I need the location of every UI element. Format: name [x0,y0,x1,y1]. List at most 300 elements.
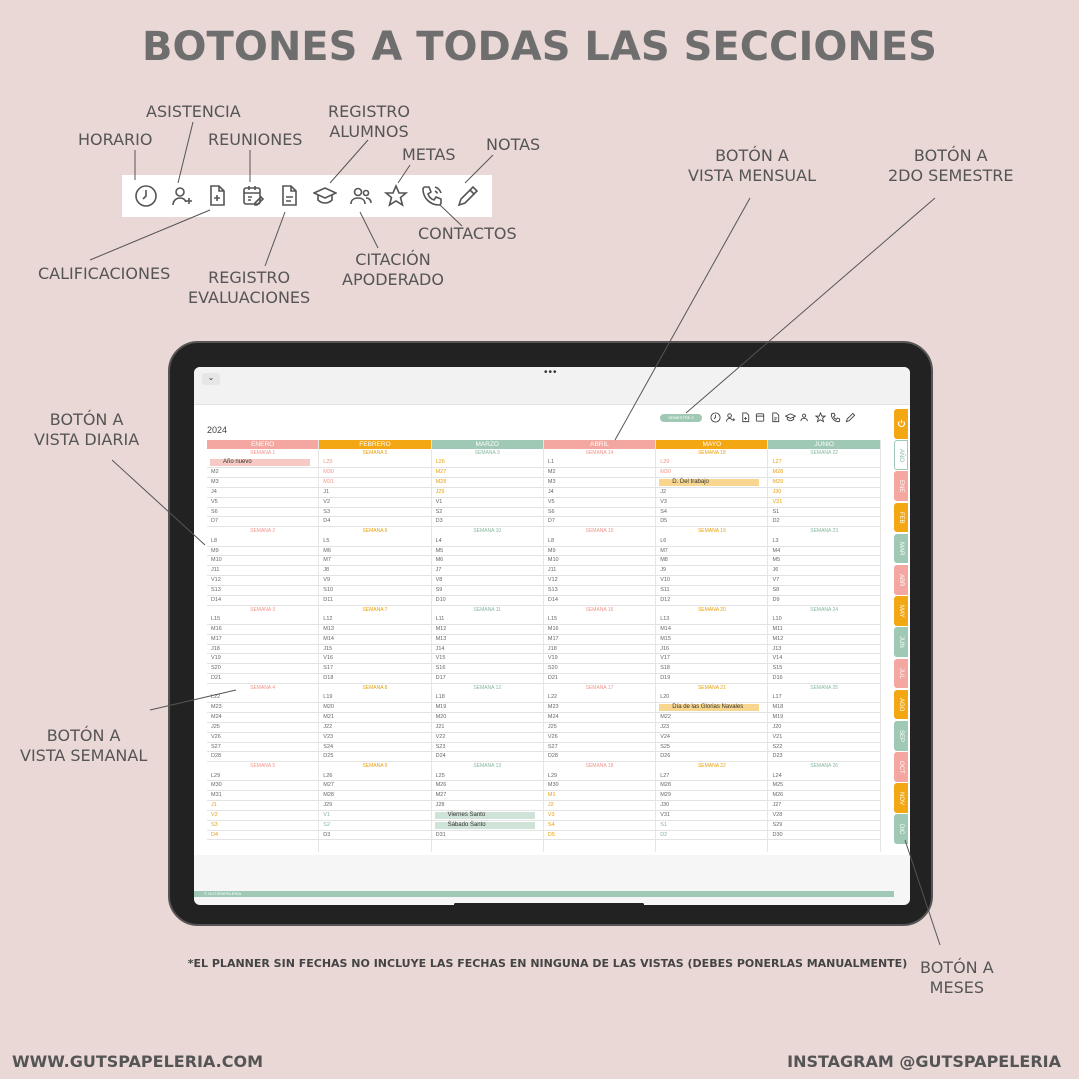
day-row[interactable] [432,811,543,821]
day-row[interactable]: M31 [319,478,430,488]
day-row[interactable]: V26 [544,733,655,743]
week-label[interactable]: SEMANA 11 [473,606,501,613]
event-label: Día de las Glorias Navales [659,704,759,711]
day-row[interactable]: M30 [544,781,655,791]
day-row[interactable]: M12 [768,635,879,645]
day-row[interactable]: M27 [432,468,543,478]
month-tab-abr[interactable]: ABR [894,565,908,595]
day-row[interactable]: S6 [544,508,655,518]
day-row[interactable]: S25 [656,743,767,753]
day-row[interactable]: L8 [544,537,655,547]
day-row[interactable]: J7 [432,566,543,576]
day-row[interactable]: S13 [207,586,318,596]
day-row[interactable]: M10 [207,556,318,566]
week-label[interactable]: SEMANA 18 [697,450,726,456]
day-row[interactable]: J16 [656,645,767,655]
day-row[interactable]: L29 [319,458,430,468]
day-row[interactable]: V2 [207,811,318,821]
week-label[interactable]: SEMANA 13 [473,763,502,770]
day-row[interactable]: D7 [207,517,318,527]
day-row[interactable]: V31 [656,811,767,821]
day-row[interactable]: V26 [207,733,318,743]
day-row[interactable]: M25 [768,781,879,791]
day-row[interactable]: M2 [207,468,318,478]
day-row[interactable]: S27 [544,743,655,753]
day-row[interactable]: S18 [656,664,767,674]
day-row[interactable]: L25 [432,772,543,782]
calendar-edit-icon[interactable] [754,411,767,424]
label-citacion-apoderado: CITACIÓN APODERADO [342,250,444,289]
day-row[interactable]: L10 [768,615,879,625]
day-row[interactable]: V21 [768,733,879,743]
day-row[interactable]: S10 [319,586,430,596]
user-plus-icon[interactable] [724,411,737,424]
day-row[interactable]: M6 [319,547,430,557]
week-label[interactable]: SEMANA 6 [362,528,388,535]
label-registro-alumnos: REGISTRO ALUMNOS [328,102,410,141]
day-row[interactable]: V2 [319,498,430,508]
day-row[interactable]: M14 [319,635,430,645]
day-row[interactable]: D21 [544,674,655,684]
day-row[interactable]: L15 [544,615,655,625]
chevron-down-icon[interactable]: ⌄ [202,373,220,385]
calendar-edit-icon[interactable] [240,183,266,209]
day-row[interactable]: J13 [768,645,879,655]
week-label[interactable]: SEMANA 19 [697,528,726,535]
planner-toolbar [709,411,857,424]
day-row[interactable]: M13 [432,635,543,645]
day-row[interactable]: M28 [768,468,879,478]
file-plus-icon[interactable] [739,411,752,424]
day-row[interactable]: V22 [432,733,543,743]
day-row[interactable]: L22 [207,693,318,703]
day-row[interactable]: S20 [207,664,318,674]
day-row[interactable]: S3 [207,821,318,831]
day-row[interactable]: D23 [768,752,879,762]
month-tab-oct[interactable]: OCT [894,752,908,782]
day-row[interactable]: J29 [319,801,430,811]
day-row[interactable]: L4 [432,537,543,547]
day-row[interactable]: M7 [319,556,430,566]
week-label[interactable]: SEMANA 9 [362,763,388,770]
day-row[interactable]: J25 [544,723,655,733]
day-row[interactable]: D17 [432,674,543,684]
day-row[interactable]: M7 [656,547,767,557]
clock-icon[interactable] [133,183,159,209]
day-row[interactable]: M17 [544,635,655,645]
month-tab-ago[interactable]: AGO [894,690,908,720]
day-row[interactable]: V1 [319,811,430,821]
day-row[interactable]: M2 [544,468,655,478]
label-notas: NOTAS [486,135,541,154]
day-row[interactable]: D5 [656,517,767,527]
day-row[interactable]: V28 [768,811,879,821]
day-row[interactable]: V17 [656,654,767,664]
users-icon[interactable] [799,411,812,424]
phone-icon[interactable] [419,183,445,209]
day-row[interactable] [432,821,543,831]
day-row[interactable]: M8 [656,556,767,566]
month-header[interactable]: JUNIO [768,440,879,449]
day-row[interactable]: J30 [656,801,767,811]
day-row[interactable]: M23 [207,703,318,713]
day-row[interactable]: V7 [768,576,879,586]
day-row[interactable]: D12 [656,596,767,606]
day-row[interactable]: J23 [656,723,767,733]
day-row[interactable]: J27 [768,801,879,811]
day-row[interactable]: D19 [656,674,767,684]
day-row[interactable]: S23 [432,743,543,753]
week-label[interactable]: SEMANA 9 [474,450,500,456]
day-row[interactable]: L22 [544,693,655,703]
day-row[interactable]: M20 [319,703,430,713]
event-label: Viernes Santo [435,812,535,819]
pencil-icon[interactable] [844,411,857,424]
day-row[interactable] [656,478,767,488]
day-row[interactable]: M17 [207,635,318,645]
month-column-abril [544,440,656,852]
pencil-icon[interactable] [455,183,481,209]
day-row[interactable]: S4 [544,821,655,831]
week-label[interactable]: SEMANA 20 [697,606,726,613]
day-row[interactable]: M26 [432,781,543,791]
week-label[interactable]: SEMANA 10 [473,528,502,535]
week-label[interactable]: SEMANA 2 [250,528,276,535]
day-row[interactable]: J21 [432,723,543,733]
month-tab-ene[interactable]: ENE [894,471,908,501]
month-tab-feb[interactable]: FEB [894,503,908,533]
day-row[interactable]: D25 [319,752,430,762]
day-row[interactable]: D28 [207,752,318,762]
day-row[interactable]: M29 [768,478,879,488]
day-row[interactable]: M28 [656,781,767,791]
day-row[interactable]: J2 [656,488,767,498]
day-row[interactable]: J9 [656,566,767,576]
week-label[interactable]: SEMANA 22 [810,450,839,456]
month-tab-jul[interactable]: JUL [894,659,908,689]
month-tab-may[interactable]: MAY [894,596,908,626]
day-row[interactable]: M4 [768,547,879,557]
day-row[interactable]: S13 [544,586,655,596]
week-label[interactable]: SEMANA 3 [250,606,276,613]
day-row[interactable]: M21 [319,713,430,723]
day-row[interactable]: M9 [544,547,655,557]
day-row[interactable]: M22 [656,713,767,723]
day-row[interactable]: S2 [319,821,430,831]
day-row[interactable]: M11 [768,625,879,635]
week-label[interactable]: SEMANA 21 [697,684,726,691]
day-row[interactable]: S9 [432,586,543,596]
document-icon[interactable] [276,183,302,209]
label-reuniones: REUNIONES [208,130,303,149]
day-row[interactable]: L12 [319,615,430,625]
day-row[interactable]: S4 [656,508,767,518]
day-row[interactable]: J18 [207,645,318,655]
day-row[interactable]: S15 [768,664,879,674]
day-row[interactable]: L19 [319,693,430,703]
week-label[interactable]: SEMANA 16 [585,606,614,613]
day-row[interactable]: M31 [207,791,318,801]
month-header[interactable]: MAYO [656,440,767,449]
day-row[interactable]: V24 [656,733,767,743]
day-row[interactable]: L26 [432,458,543,468]
week-label[interactable]: SEMANA 26 [810,763,839,770]
document-icon[interactable] [769,411,782,424]
day-row[interactable]: M29 [656,791,767,801]
week-label[interactable]: SEMANA 4 [250,684,276,691]
day-row[interactable]: J2 [544,801,655,811]
day-row[interactable]: M3 [207,478,318,488]
day-row[interactable]: M19 [768,713,879,723]
week-label[interactable]: SEMANA 12 [473,684,502,691]
day-row[interactable]: M13 [319,625,430,635]
file-plus-icon[interactable] [204,183,230,209]
day-row[interactable]: L3 [768,537,879,547]
day-row[interactable]: J6 [768,566,879,576]
day-row[interactable]: L27 [768,458,879,468]
day-row[interactable]: M5 [432,547,543,557]
day-row[interactable]: S17 [319,664,430,674]
day-row[interactable]: V23 [319,733,430,743]
day-row[interactable]: M10 [544,556,655,566]
day-row[interactable]: M30 [656,468,767,478]
user-plus-icon[interactable] [169,183,195,209]
week-label[interactable]: SEMANA 5 [362,450,388,456]
day-row[interactable]: L6 [656,537,767,547]
graduation-cap-icon[interactable] [312,183,338,209]
day-row[interactable]: V12 [544,576,655,586]
day-row[interactable]: L11 [432,615,543,625]
tablet-device [168,341,933,926]
day-row[interactable]: S22 [768,743,879,753]
day-row[interactable]: M1 [544,791,655,801]
month-tab-mar[interactable]: MAR [894,534,908,564]
day-row[interactable]: S6 [207,508,318,518]
home-tab[interactable] [894,409,908,439]
week-label[interactable]: SEMANA 7 [362,606,388,613]
day-row[interactable]: D30 [768,831,879,841]
day-row[interactable]: J28 [432,801,543,811]
week-label[interactable]: SEMANA 22 [697,763,726,770]
week-label[interactable]: SEMANA 5 [250,763,276,770]
graduation-cap-icon[interactable] [784,411,797,424]
day-row[interactable]: S29 [768,821,879,831]
day-row[interactable]: L29 [207,772,318,782]
day-row[interactable]: M20 [432,713,543,723]
day-row[interactable]: L8 [207,537,318,547]
day-row[interactable]: L15 [207,615,318,625]
month-tab-año[interactable]: AÑO [894,440,908,470]
day-row[interactable]: S24 [319,743,430,753]
week-label[interactable]: SEMANA 14 [585,450,614,456]
more-dots-icon[interactable]: ••• [544,367,558,378]
day-row[interactable]: J4 [207,488,318,498]
day-row[interactable]: D2 [768,517,879,527]
day-row[interactable]: D2 [656,831,767,841]
users-icon[interactable] [348,183,374,209]
day-row[interactable]: S3 [319,508,430,518]
section-toolbar [122,175,492,217]
day-row[interactable]: D9 [768,596,879,606]
day-row[interactable]: D18 [319,674,430,684]
instagram-handle[interactable]: INSTAGRAM @GUTSPAPELERIA [787,1052,1061,1071]
day-row[interactable]: S27 [207,743,318,753]
day-row[interactable]: D28 [544,752,655,762]
day-row[interactable] [207,458,318,468]
label-vista-diaria: BOTÓN A VISTA DIARIA [34,410,140,449]
day-row[interactable]: V8 [432,576,543,586]
day-row[interactable]: M9 [207,547,318,557]
day-row[interactable] [656,703,767,713]
day-row[interactable]: V1 [432,498,543,508]
day-row[interactable]: S16 [432,664,543,674]
week-label[interactable]: SEMANA 18 [585,763,614,770]
day-row[interactable]: V9 [319,576,430,586]
day-row[interactable]: L5 [319,537,430,547]
day-row[interactable]: L1 [544,458,655,468]
day-row[interactable]: L20 [656,693,767,703]
week-label[interactable]: SEMANA 24 [810,606,839,613]
day-row[interactable]: M18 [768,703,879,713]
day-row[interactable]: D4 [207,831,318,841]
day-row[interactable]: J30 [768,488,879,498]
day-row[interactable]: J15 [319,645,430,655]
day-row[interactable]: V3 [656,498,767,508]
day-row[interactable]: L24 [768,772,879,782]
day-row[interactable]: V5 [544,498,655,508]
day-row[interactable]: S8 [768,586,879,596]
day-row[interactable]: L29 [656,458,767,468]
day-row[interactable]: S11 [656,586,767,596]
day-row[interactable]: M30 [319,468,430,478]
day-row[interactable]: S1 [768,508,879,518]
week-label[interactable]: SEMANA 15 [585,528,614,535]
day-row[interactable]: D16 [768,674,879,684]
day-row[interactable]: V19 [544,654,655,664]
day-row[interactable]: L26 [319,772,430,782]
day-row[interactable]: M3 [544,478,655,488]
day-row[interactable]: V15 [432,654,543,664]
day-row[interactable]: L18 [432,693,543,703]
day-row[interactable]: S2 [432,508,543,518]
day-row[interactable]: J29 [432,488,543,498]
clock-icon[interactable] [709,411,722,424]
day-row[interactable]: M16 [544,625,655,635]
day-row[interactable]: M30 [207,781,318,791]
day-row[interactable]: V3 [544,811,655,821]
month-tab-dic[interactable]: DIC [894,814,908,844]
day-row[interactable]: J11 [207,566,318,576]
day-row[interactable]: L27 [656,772,767,782]
day-row[interactable]: V31 [768,498,879,508]
day-row[interactable]: D10 [432,596,543,606]
day-row[interactable]: M15 [656,635,767,645]
day-row[interactable]: M27 [319,781,430,791]
month-tab-jun[interactable]: JUN [894,627,908,657]
day-row[interactable]: D11 [319,596,430,606]
month-tab-sep[interactable]: SEP [894,721,908,751]
day-row[interactable]: D24 [432,752,543,762]
day-row[interactable]: L17 [768,693,879,703]
month-tab-nov[interactable]: NOV [894,783,908,813]
day-row[interactable]: J20 [768,723,879,733]
day-row[interactable]: D7 [544,517,655,527]
day-row[interactable]: J1 [207,801,318,811]
day-row[interactable]: S20 [544,664,655,674]
event-label: D. Del trabajo [659,479,759,486]
day-row[interactable]: J1 [319,488,430,498]
day-row[interactable]: D3 [432,517,543,527]
day-row[interactable]: J22 [319,723,430,733]
day-row[interactable]: J8 [319,566,430,576]
day-row[interactable]: D3 [319,831,430,841]
day-row[interactable]: M28 [432,478,543,488]
month-header[interactable]: MARZO [432,440,543,449]
day-row[interactable]: D5 [544,831,655,841]
year-label: 2024 [207,425,228,435]
day-row[interactable]: L29 [544,772,655,782]
semester-2-button[interactable]: SEMESTRE 2 [660,414,702,422]
day-row[interactable]: V14 [768,654,879,664]
day-row[interactable]: V12 [207,576,318,586]
week-label[interactable]: SEMANA 8 [362,684,388,691]
month-header[interactable]: ABRIL [544,440,655,449]
star-icon[interactable] [383,183,409,209]
day-row[interactable]: M24 [544,713,655,723]
day-row[interactable]: V16 [319,654,430,664]
day-row[interactable]: J14 [432,645,543,655]
day-row[interactable]: J4 [544,488,655,498]
day-row[interactable]: M26 [768,791,879,801]
website-link[interactable]: WWW.GUTSPAPELERIA.COM [12,1052,263,1071]
label-vista-mensual: BOTÓN A VISTA MENSUAL [688,146,816,185]
day-row[interactable]: M19 [432,703,543,713]
day-row[interactable]: M6 [432,556,543,566]
week-label[interactable]: SEMANA 23 [810,528,839,535]
week-label[interactable]: SEMANA 25 [810,684,839,691]
day-row[interactable]: M5 [768,556,879,566]
month-header[interactable]: FEBRERO [319,440,430,449]
day-row[interactable]: J18 [544,645,655,655]
day-row[interactable]: M16 [207,625,318,635]
day-row[interactable]: M27 [432,791,543,801]
day-row[interactable]: M23 [544,703,655,713]
day-row[interactable]: J25 [207,723,318,733]
day-row[interactable]: M12 [432,625,543,635]
month-header[interactable]: ENERO [207,440,318,449]
week-label[interactable]: SEMANA 17 [585,684,614,691]
day-row[interactable]: M24 [207,713,318,723]
label-meses: BOTÓN A MESES [920,958,994,997]
day-row[interactable]: D14 [207,596,318,606]
day-row[interactable]: D14 [544,596,655,606]
day-row[interactable]: M14 [656,625,767,635]
phone-icon[interactable] [829,411,842,424]
day-row[interactable]: V19 [207,654,318,664]
day-row[interactable]: D4 [319,517,430,527]
week-label[interactable]: SEMANA 1 [250,450,276,456]
day-row[interactable]: M28 [319,791,430,801]
day-row[interactable]: S1 [656,821,767,831]
day-row[interactable]: L13 [656,615,767,625]
day-row[interactable]: V5 [207,498,318,508]
star-icon[interactable] [814,411,827,424]
day-row[interactable]: D26 [656,752,767,762]
day-row[interactable]: J11 [544,566,655,576]
day-row[interactable]: V10 [656,576,767,586]
day-row[interactable]: D31 [432,831,543,841]
day-row[interactable]: D21 [207,674,318,684]
